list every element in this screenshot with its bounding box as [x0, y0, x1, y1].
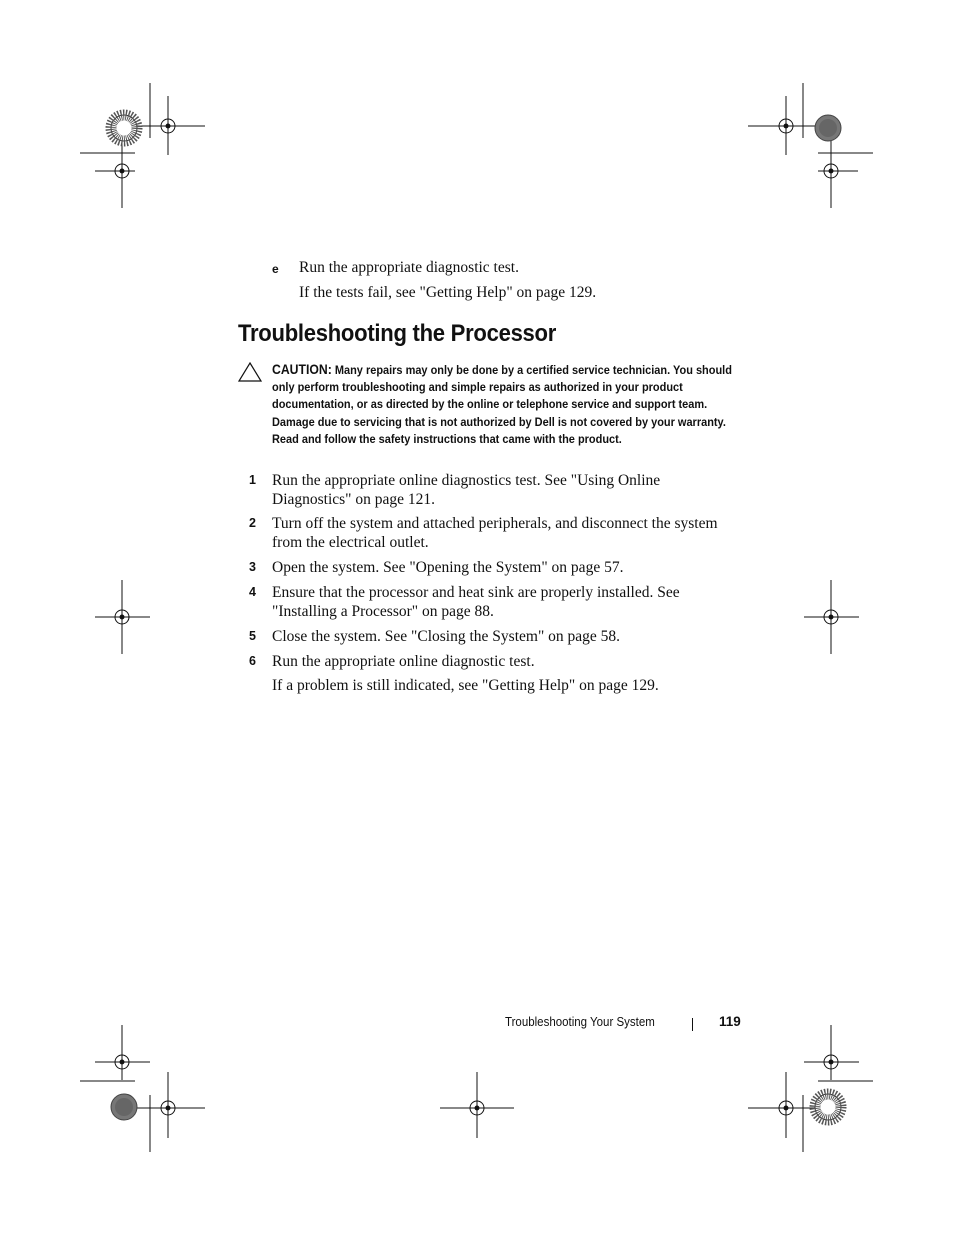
- step-2-text: [272, 514, 742, 552]
- step-e-marker: e: [272, 262, 279, 276]
- step-1-line-2: Diagnostics" on page 121.: [272, 491, 436, 508]
- footer-separator: [692, 1018, 693, 1031]
- step-3-line-1: Open the system. See "Opening the System" on page 57.: [272, 559, 624, 576]
- footer-section-title: Troubleshooting Your System: [505, 1015, 655, 1029]
- step-3-text: [272, 558, 742, 577]
- step-4-number: 4: [249, 585, 256, 599]
- step-1-line-1: Run the appropriate online diagnostics test. See "Using Online: [272, 472, 661, 489]
- step-6-line-1: Run the appropriate online diagnostic test.: [272, 653, 535, 670]
- caution-text: Many repairs may only be done by a certified service technician. You should only perform troubleshooting and simple repairs as authorized in your product documentation, or as directed by the online or telephone service and support team. Damage due to servicing that is not authorized by Dell is not covered by your warranty. Read and follow the safety instructions that came with the product.: [272, 363, 732, 446]
- section-heading: Troubleshooting the Processor: [238, 320, 557, 347]
- step-5-line-1: Close the system. See "Closing the System" on page 58.: [272, 628, 621, 645]
- step-4-line-1: Ensure that the processor and heat sink are properly installed. See: [272, 584, 680, 601]
- step-2-line-1: Turn off the system and attached peripherals, and disconnect the system: [272, 515, 718, 532]
- step-4-line-2: "Installing a Processor" on page 88.: [272, 603, 494, 620]
- page-number: 119: [719, 1014, 741, 1029]
- step-2-number: 2: [249, 516, 256, 530]
- caution-notice: [272, 361, 740, 448]
- step-6-number: 6: [249, 654, 256, 668]
- step-5-number: 5: [249, 629, 256, 643]
- step-e-subtext: If the tests fail, see "Getting Help" on page 129.: [299, 284, 597, 301]
- caution-triangle-icon: [238, 362, 262, 382]
- step-2-line-2: from the electrical outlet.: [272, 534, 429, 551]
- step-3-number: 3: [249, 560, 256, 574]
- step-6-line-2: If a problem is still indicated, see "Getting Help" on page 129.: [272, 677, 659, 694]
- step-6-text: [272, 652, 742, 695]
- step-1-text: [272, 471, 742, 509]
- step-1-number: 1: [249, 473, 256, 487]
- step-5-text: [272, 627, 742, 646]
- caution-label: CAUTION:: [272, 362, 332, 377]
- step-e-text: Run the appropriate diagnostic test.: [299, 259, 519, 276]
- step-4-text: [272, 583, 742, 621]
